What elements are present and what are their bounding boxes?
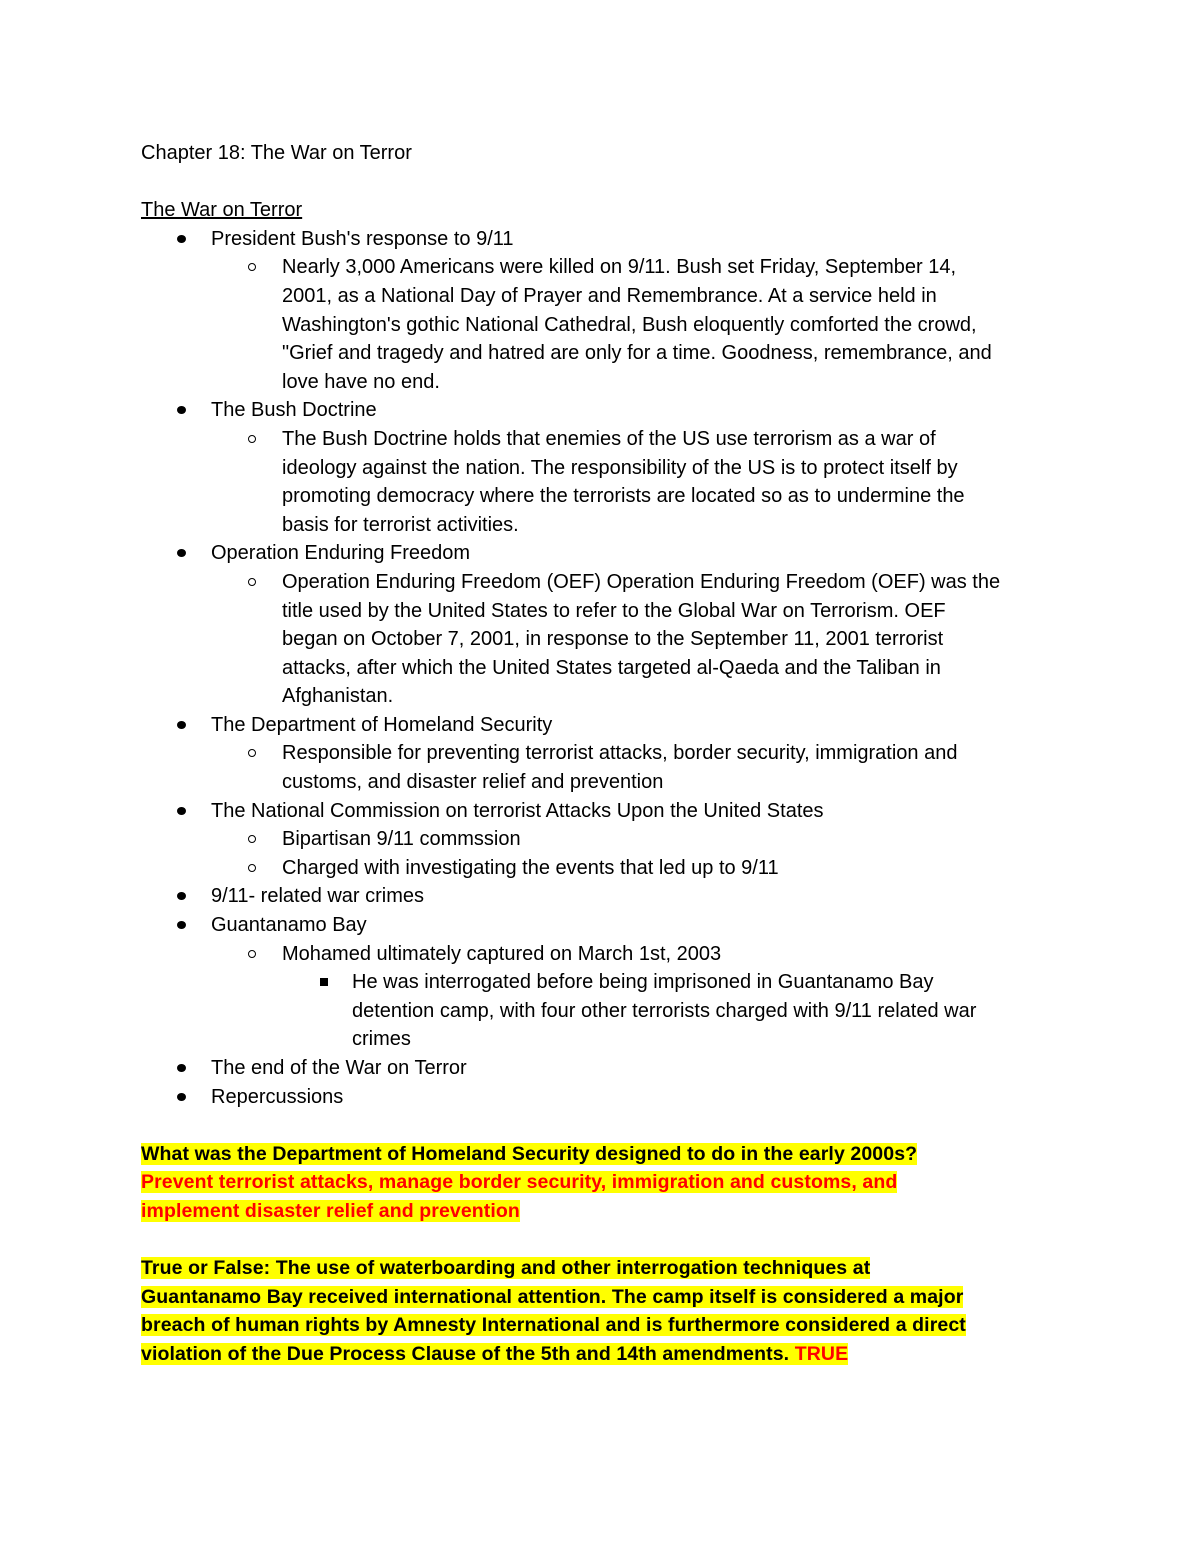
question-2-line-1: True or False: The use of waterboarding and other interrogation techniques at [141,1257,871,1280]
outline-item [141,396,1061,425]
answer-2: TRUE [794,1342,849,1365]
outline-subitem-line: attacks, after which the United States targeted al-Qaeda and the Taliban in [282,656,941,679]
outline-item [141,225,1061,254]
outline-item-text: The National Commission on terrorist Attacks Upon the United States [211,799,824,822]
outline-item [141,911,1061,940]
outline-item-text: Repercussions [211,1085,344,1108]
outline-subsubitem-line: detention camp, with four other terrorists charged with 9/11 related war [352,999,977,1022]
outline-subitem-line: promoting democracy where the terrorists are located so as to undermine the [282,485,965,508]
section-heading: The War on Terror [141,199,303,222]
outline-subitem-line: Operation Enduring Freedom (OEF) Operation Enduring Freedom (OEF) was the [282,570,1001,593]
question-1 [141,1140,1061,1226]
outline-subitem [141,568,1061,711]
outline-item-text: President Bush's response to 9/11 [211,227,514,250]
outline-subitem [141,940,1061,969]
question-2-line-2: Guantanamo Bay received international attention. The camp itself is considered a major [141,1285,964,1308]
outline-subitem [141,739,1061,796]
outline-item [141,1054,1061,1083]
outline-subitem-line: title used by the United States to refer to the Global War on Terrorism. OEF [282,599,946,622]
outline-item-text: Operation Enduring Freedom [211,542,471,565]
outline-item-text: 9/11- related war crimes [211,885,425,908]
outline-item-text: Guantanamo Bay [211,914,367,937]
blank-line [141,1111,1061,1140]
outline-item [141,882,1061,911]
document-title: Chapter 18: The War on Terror [141,142,412,164]
bullet-disc-icon [177,1093,186,1101]
outline-subitem-line: Charged with investigating the events that led up to 9/11 [282,856,779,879]
outline-subitem [141,854,1061,883]
outline-item-text: The Bush Doctrine [211,399,377,422]
outline-subitem-line: basis for terrorist activities. [282,513,519,536]
outline-subitem-line: love have no end. [282,370,440,393]
outline-subsubitem-line: He was interrogated before being imprisoned in Guantanamo Bay [352,971,934,994]
bullet-circle-icon [248,435,256,443]
outline-subitem [141,253,1061,396]
outline-subitem-line: 2001, as a National Day of Prayer and Remembrance. At a service held in [282,284,937,307]
outline-subitem-line: Washington's gothic National Cathedral, Bush eloquently comforted the crowd, [282,313,977,336]
bullet-disc-icon [177,721,186,729]
question-2 [141,1254,1061,1368]
bullet-square-icon [320,978,328,986]
blank-line [141,168,1061,197]
outline-item [141,1083,1061,1112]
outline-subitem-line: Nearly 3,000 Americans were killed on 9/11. Bush set Friday, September 14, [282,256,957,279]
outline-item [141,797,1061,826]
outline-list [141,225,1061,1111]
outline-subitem-line: "Grief and tragedy and hatred are only for a time. Goodness, remembrance, and [282,342,992,365]
bullet-circle-icon [248,864,256,872]
question-1-text: What was the Department of Homeland Security designed to do in the early 2000s? [141,1142,918,1165]
outline-subitem-line: The Bush Doctrine holds that enemies of the US use terrorism as a war of [282,427,936,450]
outline-subitem-line: Bipartisan 9/11 commssion [282,828,521,851]
outline-item-text: The Department of Homeland Security [211,713,553,736]
outline-subitem-line: Afghanistan. [282,685,394,708]
document-page [141,139,1061,1369]
bullet-disc-icon [177,1064,186,1072]
blank-line [141,1226,1061,1255]
outline-item [141,711,1061,740]
question-2-line-3: breach of human rights by Amnesty International and is furthermore considered a direct [141,1314,966,1337]
bullet-disc-icon [177,807,186,815]
outline-subitem [141,425,1061,539]
answer-1-line-2: implement disaster relief and prevention [141,1199,520,1222]
outline-subitem-line: Responsible for preventing terrorist attacks, border security, immigration and [282,742,958,765]
outline-subitem [141,825,1061,854]
answer-1-line-1: Prevent terrorist attacks, manage border security, immigration and customs, and [141,1171,898,1194]
outline-item [141,539,1061,568]
outline-subsubitem-line: crimes [352,1028,411,1051]
bullet-disc-icon [177,921,186,929]
outline-subitem-line: Mohamed ultimately captured on March 1st, 2003 [282,942,722,965]
bullet-circle-icon [248,950,256,958]
bullet-circle-icon [248,578,256,586]
outline-item-text: The end of the War on Terror [211,1057,467,1079]
bullet-disc-icon [177,235,186,243]
outline-subitem-line: began on October 7, 2001, in response to the September 11, 2001 terrorist [282,628,944,651]
outline-subitem-line: customs, and disaster relief and prevention [282,771,664,794]
outline-subsubitem [141,968,1061,1054]
question-2-line-4: violation of the Due Process Clause of the 5th and 14th amendments. [141,1342,790,1365]
outline-subitem-line: ideology against the nation. The responsibility of the US is to protect itself by [282,456,958,479]
